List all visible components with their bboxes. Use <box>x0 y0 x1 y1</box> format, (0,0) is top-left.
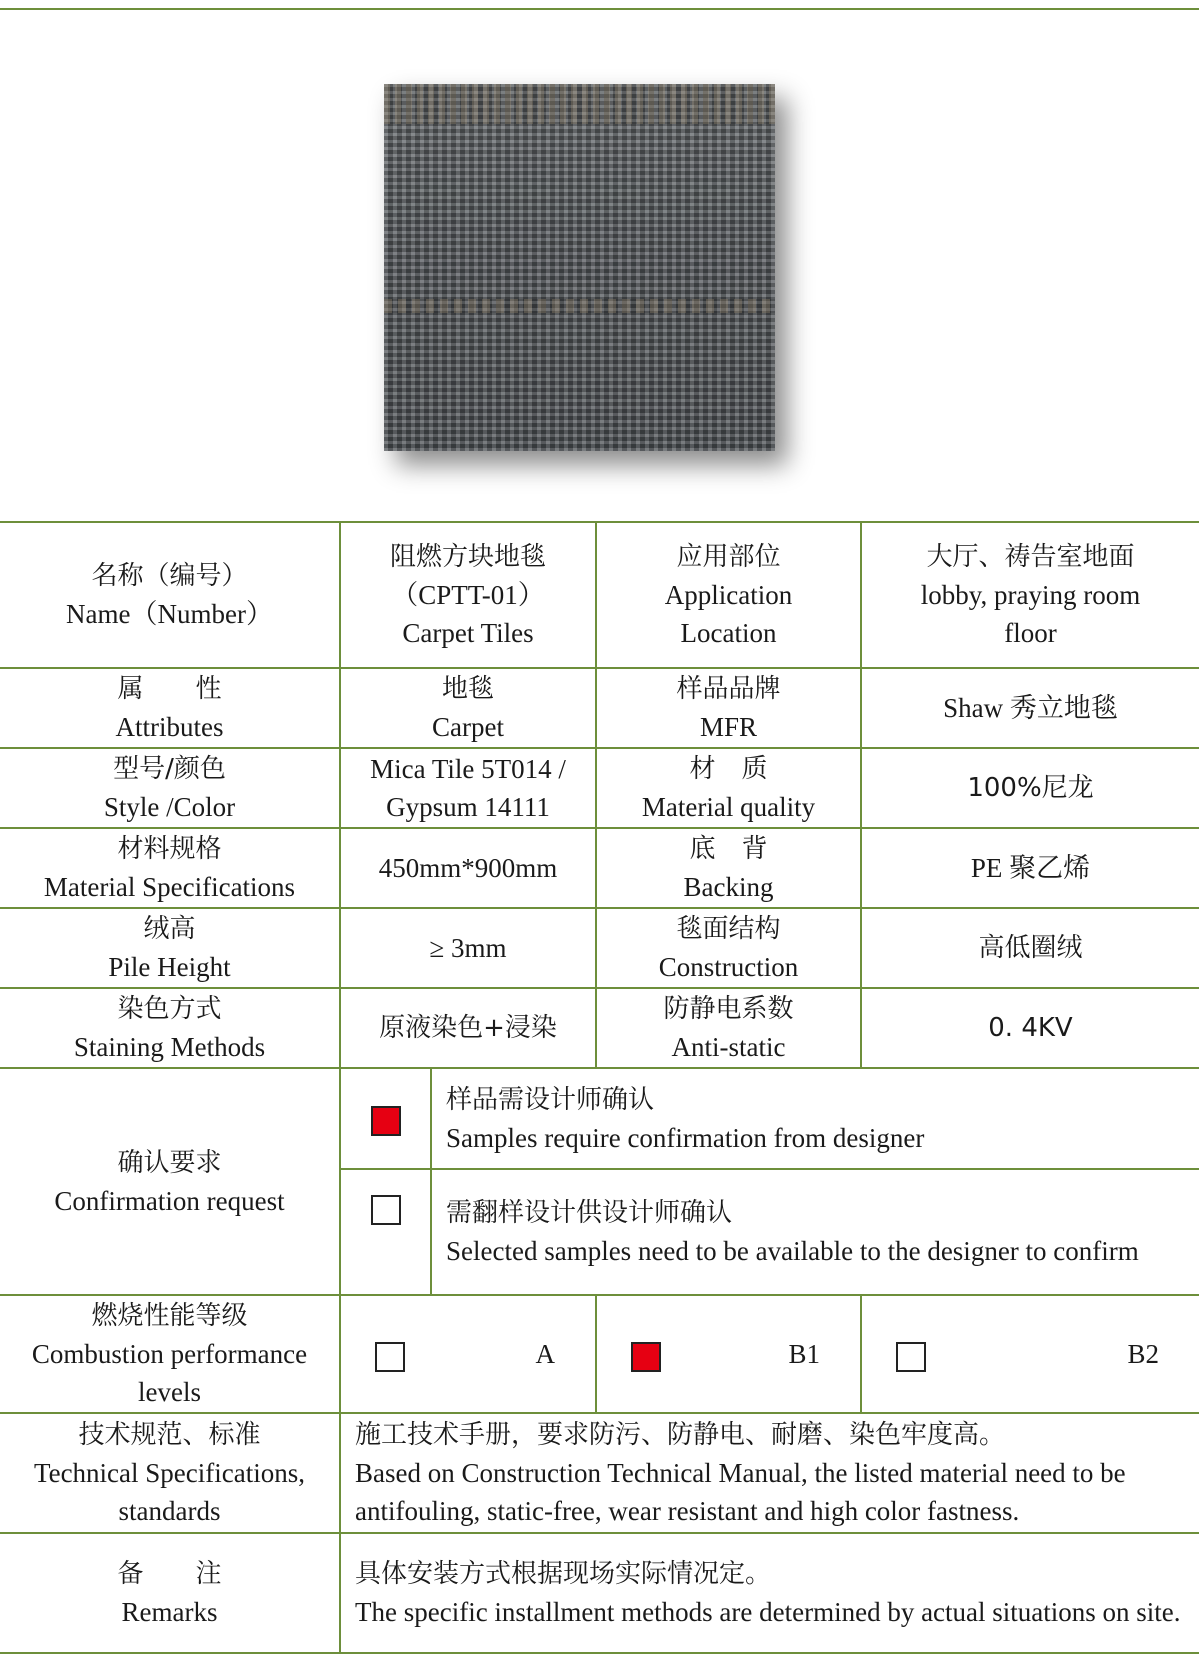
combustion-label: 燃烧性能等级 Combustion performance levels <box>0 1295 340 1413</box>
row-technical <box>0 1413 1199 1533</box>
technical-label: 技术规范、标准 Technical Specifications, standards <box>0 1413 340 1533</box>
confirmation-options <box>340 1068 1199 1295</box>
row-staining <box>0 988 1199 1068</box>
style-value: Mica Tile 5T014 / Gypsum 14111 <box>340 748 596 828</box>
antistatic-value: 0. 4KV <box>861 988 1199 1068</box>
row-confirmation <box>0 1068 1199 1295</box>
material-spec-value: 450mm*900mm <box>340 828 596 908</box>
checkbox-unchecked-icon[interactable] <box>896 1342 926 1372</box>
row-name <box>0 522 1199 668</box>
row-style <box>0 748 1199 828</box>
antistatic-label: 防静电系数 Anti-static <box>596 988 861 1068</box>
checkbox-checked-icon[interactable] <box>371 1106 401 1136</box>
brand-label: 样品品牌 MFR <box>596 668 861 748</box>
row-material <box>0 828 1199 908</box>
staining-value: 原液染色+浸染 <box>340 988 596 1068</box>
construction-label: 毯面结构 Construction <box>596 908 861 988</box>
remarks-text: 具体安装方式根据现场实际情况定。 The specific installment methods are determined by actual situations on site. <box>340 1533 1199 1653</box>
spec-table <box>0 521 1199 1654</box>
confirm-option-2: 需翻样设计供设计师确认 Selected samples need to be available to the designer to confirm <box>446 1198 1139 1266</box>
material-quality-value: 100%尼龙 <box>861 748 1199 828</box>
row-attributes <box>0 668 1199 748</box>
name-label: 名称（编号） Name（Number） <box>0 522 340 668</box>
confirm-option-1-checkbox-cell <box>341 1069 431 1169</box>
pile-height-label: 绒高 Pile Height <box>0 908 340 988</box>
checkbox-checked-icon[interactable] <box>631 1342 661 1372</box>
confirmation-label: 确认要求 Confirmation request <box>0 1068 340 1295</box>
confirm-option-1: 样品需设计师确认 Samples require confirmation from designer <box>431 1069 1199 1169</box>
backing-label: 底 背 Backing <box>596 828 861 908</box>
row-pile <box>0 908 1199 988</box>
combustion-option-a[interactable]: A <box>340 1295 596 1413</box>
carpet-sample-image <box>384 84 775 451</box>
checkbox-unchecked-icon[interactable] <box>371 1195 401 1225</box>
pile-height-value: ≥ 3mm <box>340 908 596 988</box>
style-label: 型号/颜色 Style /Color <box>0 748 340 828</box>
top-divider <box>0 8 1199 10</box>
staining-label: 染色方式 Staining Methods <box>0 988 340 1068</box>
row-combustion <box>0 1295 1199 1413</box>
row-remarks <box>0 1533 1199 1653</box>
material-quality-label: 材 质 Material quality <box>596 748 861 828</box>
checkbox-unchecked-icon[interactable] <box>375 1342 405 1372</box>
combustion-option-b1[interactable]: B1 <box>596 1295 861 1413</box>
name-value: 阻燃方块地毯 （CPTT-01） Carpet Tiles <box>340 522 596 668</box>
attributes-value: 地毯 Carpet <box>340 668 596 748</box>
material-spec-label: 材料规格 Material Specifications <box>0 828 340 908</box>
combustion-option-b2[interactable]: B2 <box>861 1295 1199 1413</box>
attributes-label: 属 性 Attributes <box>0 668 340 748</box>
location-value: 大厅、祷告室地面 lobby, praying room floor <box>861 522 1199 668</box>
brand-value: Shaw 秀立地毯 <box>861 668 1199 748</box>
construction-value: 高低圈绒 <box>861 908 1199 988</box>
remarks-label: 备 注 Remarks <box>0 1533 340 1653</box>
backing-value: PE 聚乙烯 <box>861 828 1199 908</box>
confirm-option-2-checkbox-cell <box>341 1169 431 1294</box>
technical-text: 施工技术手册，要求防污、防静电、耐磨、染色牢度高。 Based on Construction Technical Manual, the listed material need to be antifouling, static-free, wear resistant and high color fastness. <box>340 1413 1199 1533</box>
location-label: 应用部位 Application Location <box>596 522 861 668</box>
